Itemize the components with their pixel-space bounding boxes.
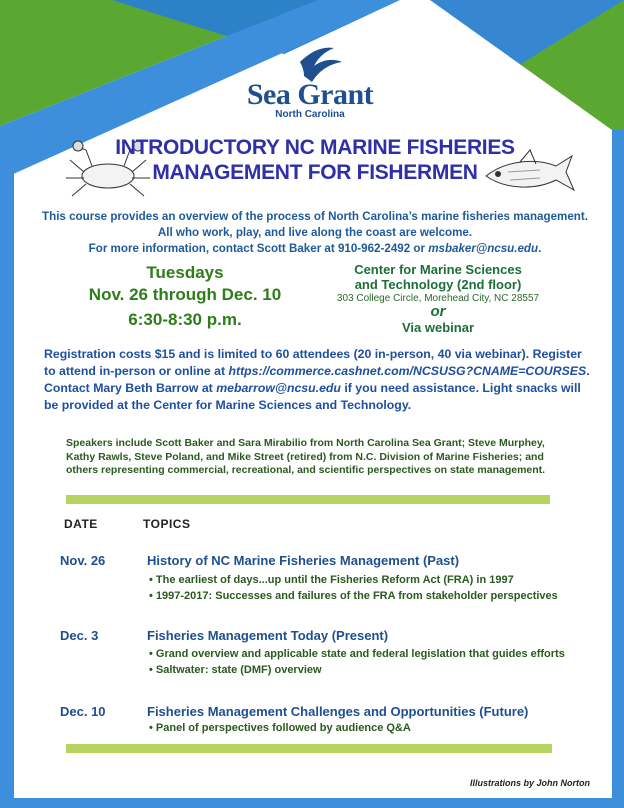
date-header: DATE	[64, 517, 98, 531]
intro-line-1: This course provides an overview of the process of North Carolina’s marine fisheries management.	[42, 210, 588, 223]
schedule-row-topic: History of NC Marine Fisheries Management (Past)	[147, 553, 460, 568]
location-name-2: and Technology (2nd floor)	[354, 277, 522, 292]
schedule-time: 6:30-8:30 p.m.	[128, 310, 242, 329]
schedule-row-date: Dec. 3	[60, 628, 99, 643]
speakers-text: Speakers include Scott Baker and Sara Mirabilio from North Carolina Sea Grant; Steve Murphey, Kathy Rawls, Steve Poland, and Mike Street (retired) from N.C. Division of Marine Fisheries; and others representing commercial, recreational, and scientific perspectives on state management.	[66, 437, 546, 476]
schedule-row-bullet: • Panel of perspectives followed by audience Q&A	[149, 722, 411, 734]
intro-contact-text: For more information, contact Scott Baker at 910-962-2492 or	[88, 242, 429, 255]
registration-email-link[interactable]: mebarrow@ncsu.edu	[216, 381, 341, 395]
schedule-row-bullet: • The earliest of days...up until the Fisheries Reform Act (FRA) in 1997	[149, 574, 514, 586]
divider-bar-top	[66, 495, 550, 504]
schedule-day: Tuesdays	[146, 263, 224, 282]
intro-line-2: All who work, play, and live along the coast are welcome.	[157, 226, 473, 239]
location-block	[318, 262, 558, 336]
registration-url-link[interactable]: https://commerce.cashnet.com/NCSUSG?CNAME=COURSES	[228, 364, 587, 378]
registration-part-3: if you need assistance. Light snacks will be provided at the Center for Marine Sciences and Technology.	[44, 381, 581, 412]
title-line-2: MANAGEMENT FOR FISHERMEN	[152, 161, 478, 184]
right-border	[612, 130, 624, 808]
logo-subtitle: North Carolina	[275, 109, 345, 120]
intro-period: .	[538, 242, 542, 255]
intro-text	[40, 209, 590, 257]
intro-email-link[interactable]: msbaker@ncsu.edu	[428, 242, 539, 255]
location-address: 303 College Circle, Morehead City, NC 28557	[336, 293, 540, 304]
title-line-1: INTRODUCTORY NC MARINE FISHERIES	[115, 136, 515, 159]
divider-bar-bottom	[66, 744, 552, 753]
schedule-row-topic: Fisheries Management Challenges and Opportunities (Future)	[147, 704, 529, 719]
left-border	[0, 170, 14, 808]
registration-part-1: Registration costs $15 and is limited to 60 attendees (20 in-person, 40 via webinar). Register to attend in-person or online at	[44, 347, 582, 378]
location-name-1: Center for Marine Sciences	[354, 262, 522, 277]
location-webinar: Via webinar	[401, 320, 474, 335]
bottom-border	[0, 798, 624, 808]
schedule-row-bullet: • Saltwater: state (DMF) overview	[149, 664, 322, 676]
logo-name: Sea Grant	[246, 78, 374, 111]
sea-grant-logo	[230, 48, 390, 128]
schedule-row-date: Dec. 10	[60, 704, 106, 719]
location-or: or	[430, 303, 446, 320]
schedule-row-bullet: • Grand overview and applicable state and federal legislation that guides efforts	[149, 648, 565, 660]
registration-text	[44, 346, 594, 414]
schedule-row-topic: Fisheries Management Today (Present)	[147, 628, 389, 643]
schedule-block	[70, 262, 300, 334]
schedule-row-bullet: • 1997-2017: Successes and failures of the FRA from stakeholder perspectives	[149, 590, 558, 602]
registration-part-2: . Contact Mary Beth Barrow at	[44, 364, 590, 395]
topics-header: TOPICS	[143, 517, 191, 531]
illustration-credit: Illustrations by John Norton	[470, 778, 591, 788]
page-title	[100, 135, 530, 185]
schedule-row-date: Nov. 26	[60, 553, 106, 568]
intro-line-3	[40, 241, 590, 257]
schedule-dates: Nov. 26 through Dec. 10	[88, 285, 282, 304]
